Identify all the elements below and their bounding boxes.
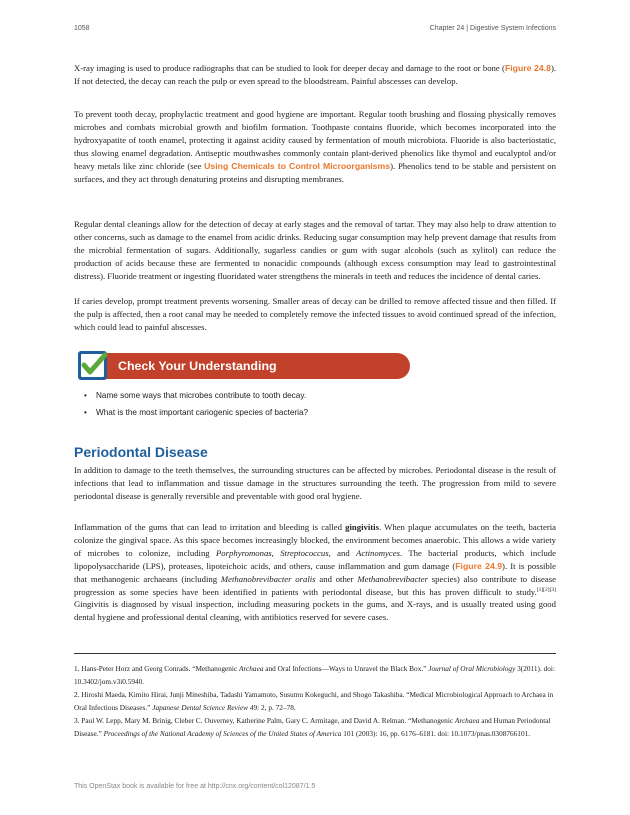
footnote-1 <box>74 662 556 688</box>
journal-title: Proceedings of the National Academy of Sciences of the United States of America <box>103 729 342 738</box>
text: and other <box>315 573 358 584</box>
text: and Oral Infections—Ways to Unravel the Black Box.” <box>263 664 429 673</box>
text: To prevent tooth decay, prophylactic treatment and good hygiene are important. Regular tooth brushing and flossing physically removes microbes and combats microbial growth and biofilm formation. Toothpaste contains fluoride, which becomes incorporated into the hydroxyapatite of tooth enamel, protecting it against acidity caused by fermentation of mouth microbiota. Fluoride is also bacteriostatic, thus slowing enamel degradation. Antiseptic mouthwashes commonly contain plant-derived phenolics like thymol and eucalyptol and/or heavy metals like zinc chloride (see <box>74 109 556 171</box>
genus: Porphyromonas <box>216 547 272 558</box>
checkbox-check-icon <box>76 349 109 382</box>
section-heading: Periodontal Disease <box>74 444 208 460</box>
journal-title: Japanese Dental Science Review <box>152 703 249 712</box>
text: X-ray imaging is used to produce radiographs that can be studied to look for deeper decay and damage to the root or bone ( <box>74 63 505 73</box>
text: Gingivitis is diagnosed by visual inspection, including measuring pockets in the gums, and X-rays, and is usually treated using good dental hygiene and professional dental cleaning, with antibiotics reserved for severe cases. <box>74 599 556 623</box>
chapter-title: Chapter 24 | Digestive System Infections <box>429 25 556 32</box>
banner-title: Check Your Understanding <box>118 359 277 373</box>
text: . The bacterial products, which include lipopolysaccharide (LPS), proteases, lipoteichoic acids, and others, cause inflammation and gum damage ( <box>74 547 557 571</box>
italic-text: Archaea <box>239 664 264 673</box>
text: ). It is possible that methanogenic archaeans (including <box>74 560 556 584</box>
paragraph-prevention <box>74 108 556 185</box>
journal-title: Journal of Oral Microbiology <box>428 664 516 673</box>
genus: Actinomyces <box>356 547 400 558</box>
footnote-2 <box>74 688 556 714</box>
paragraph-cleanings: Regular dental cleanings allow for the detection of decay at early stages and the removal of tartar. They may also help to draw attention to other concerns, such as damage to the enamel from acidic drinks. Reducing sugar consumption may help prevent damage that results from the microbial fermentation of sugars. Additionally, sugarless candies or gum with sugar alcohols (such as xylitol) can reduce the production of acids because these are fermented to nonacidic compounds (although excess consumption may lead to gastrointestinal distress). Fluoride treatment or ingesting fluoridated water strengthens the minerals in teeth and reduces the incidence of dental caries. <box>74 219 556 281</box>
text: , and <box>328 547 357 558</box>
text: ). Phenolics tend to be stable and persistent on surfaces, and they act through denaturing proteins and disrupting membranes. <box>74 160 556 184</box>
genus: Methanobrevibacter <box>357 573 428 584</box>
italic-text: Archaea <box>454 716 480 725</box>
paragraph-gingivitis <box>74 521 556 624</box>
text: and Human Periodontal Disease.” <box>74 716 551 738</box>
text: 49: 2, p. 72–78. <box>248 703 296 712</box>
footnote-3 <box>74 714 556 740</box>
footnote-refs[interactable]: [1][2][3] <box>536 586 556 593</box>
text: 2. Hiroshi Maeda, Kimito Hirai, Junji Mineshiba, Tadashi Yamamoto, Susumu Kokeguchi, and Shogo Takashiba. “Medical Microbiological Approach to Archaea in Oral Infectious Diseases.” <box>74 690 554 712</box>
text: ). If not detected, the decay can reach the pulp or even spread to the bloodstream. Painful abscesses can develop. <box>74 63 557 86</box>
footnote-divider <box>74 653 556 654</box>
text: 1. Hans-Peter Horz and Georg Conrads. “Methanogenic <box>74 664 240 673</box>
text: 3(2011). doi: 10.3402/jom.v3i0.5940. <box>74 664 555 686</box>
term-gingivitis: gingivitis <box>345 522 379 532</box>
check-your-understanding-banner <box>76 349 410 382</box>
figure-24-8-link[interactable]: Figure 24.8 <box>504 63 551 73</box>
species: Methanobrevibacter oralis <box>220 573 316 584</box>
list-item: • Name some ways that microbes contribute to tooth decay. <box>96 391 306 400</box>
text: species) also contribute to disease progression as some species have been identified in patients with periodontal disease, but this has proven difficult to study. <box>74 573 556 597</box>
text: Inflammation of the gums that can lead to irritation and bleeding is called <box>74 522 346 532</box>
page-number: 1058 <box>74 25 90 32</box>
paragraph-periodontal-intro: In addition to damage to the teeth themselves, the surrounding structures can be affected by microbes. Periodontal disease is the result of infections that lead to inflammation and tissue damage in the structures surrounding the teeth. The progression from mild to severe periodontal disease is generally reversible and preventable with good oral hygiene. <box>74 465 556 501</box>
paragraph-caries-treatment: If caries develop, prompt treatment prevents worsening. Smaller areas of decay can be drilled to remove affected tissue and then filled. If the pulp is affected, then a root canal may be needed to completely remove the infected tissues to avoid continued spread of the infection, which could lead to painful abscesses. <box>74 296 556 332</box>
text: 101 (2003): 16, pp. 6176–6181. doi: 10.1073/pnas.0308766101. <box>341 729 531 738</box>
figure-24-9-link[interactable]: Figure 24.9 <box>455 560 503 571</box>
page-footer: This OpenStax book is available for free at http://cnx.org/content/col12087/1.5 <box>74 783 316 790</box>
list-item: • What is the most important cariogenic species of bacteria? <box>96 408 308 417</box>
text: , <box>271 547 281 558</box>
text: 3. Paul W. Lepp, Mary M. Brinig, Cleber C. Ouverney, Katherine Palm, Gary C. Armitage, and David A. Relman. “Methanogenic <box>74 716 455 725</box>
running-header <box>74 25 556 39</box>
genus: Streptococcus <box>280 547 329 558</box>
chemicals-control-link[interactable]: Using Chemicals to Control Microorganisms <box>204 160 391 171</box>
text: . When plaque accumulates on the teeth, bacteria colonize the gingival space. As this space becomes increasingly blocked, the environment becomes anaerobic. This allows a wide variety of microbes to colonize, including <box>74 522 556 558</box>
paragraph-xray <box>74 62 556 88</box>
